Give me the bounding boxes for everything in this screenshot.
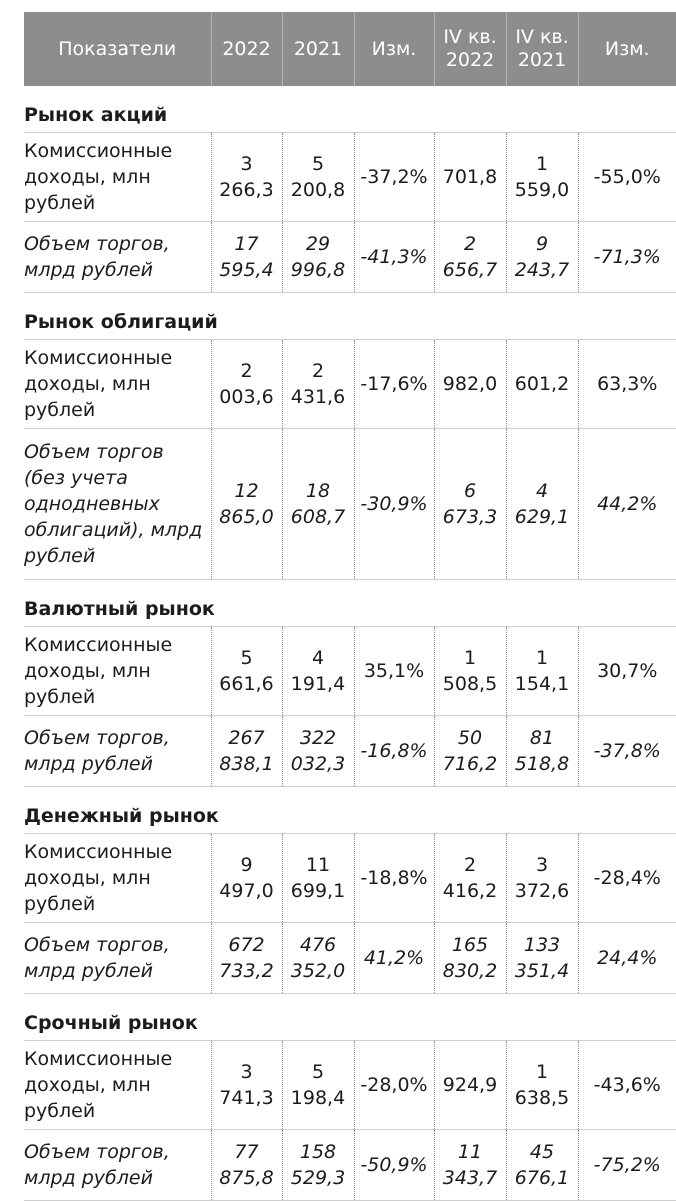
cell-2022: 672 733,2 (211, 923, 282, 994)
cell-q-change: -55,0% (578, 133, 676, 222)
section-title: Срочный рынок (24, 994, 676, 1041)
cell-q4-2021: 81 518,8 (506, 716, 578, 787)
cell-2021: 11 699,1 (282, 834, 354, 923)
header-q4-2021: IV кв. 2021 (506, 12, 578, 86)
cell-2021: 18 608,7 (282, 429, 354, 580)
cell-2022: 3 266,3 (211, 133, 282, 222)
results-table (24, 12, 676, 1201)
cell-2021: 29 996,8 (282, 222, 354, 293)
table-row (24, 1130, 676, 1201)
section-title: Денежный рынок (24, 787, 676, 834)
cell-2022: 2 003,6 (211, 340, 282, 429)
table-row (24, 340, 676, 429)
cell-q-change: 44,2% (578, 429, 676, 580)
cell-change: -28,0% (354, 1041, 434, 1130)
cell-change: -18,8% (354, 834, 434, 923)
section-row-stocks (24, 86, 676, 133)
section-row-derivatives (24, 994, 676, 1041)
table-row (24, 429, 676, 580)
cell-q4-2021: 9 243,7 (506, 222, 578, 293)
header-2021: 2021 (282, 12, 354, 86)
cell-change: -30,9% (354, 429, 434, 580)
cell-2021: 2 431,6 (282, 340, 354, 429)
header-change: Изм. (354, 12, 434, 86)
section-row-bonds (24, 293, 676, 340)
cell-q-change: -28,4% (578, 834, 676, 923)
row-label: Комиссионные доходы, млн рублей (24, 133, 211, 222)
row-label: Комиссионные доходы, млн рублей (24, 834, 211, 923)
cell-q4-2021: 133 351,4 (506, 923, 578, 994)
table-row (24, 716, 676, 787)
cell-q4-2022: 6 673,3 (434, 429, 506, 580)
cell-2022: 3 741,3 (211, 1041, 282, 1130)
cell-change: -16,8% (354, 716, 434, 787)
section-title: Валютный рынок (24, 580, 676, 627)
cell-q-change: -71,3% (578, 222, 676, 293)
cell-2022: 267 838,1 (211, 716, 282, 787)
cell-2022: 77 875,8 (211, 1130, 282, 1201)
cell-2021: 322 032,3 (282, 716, 354, 787)
section-title: Рынок облигаций (24, 293, 676, 340)
cell-2021: 476 352,0 (282, 923, 354, 994)
row-label: Объем торгов, млрд рублей (24, 923, 211, 994)
cell-q-change: 24,4% (578, 923, 676, 994)
header-q-change: Изм. (578, 12, 676, 86)
cell-q-change: -37,8% (578, 716, 676, 787)
cell-q4-2022: 165 830,2 (434, 923, 506, 994)
cell-q4-2022: 11 343,7 (434, 1130, 506, 1201)
row-label: Комиссионные доходы, млн рублей (24, 1041, 211, 1130)
cell-2022: 9 497,0 (211, 834, 282, 923)
table-body (24, 86, 676, 1201)
cell-2021: 5 200,8 (282, 133, 354, 222)
cell-q4-2021: 601,2 (506, 340, 578, 429)
cell-2021: 4 191,4 (282, 627, 354, 716)
table-row (24, 133, 676, 222)
cell-q4-2022: 2 416,2 (434, 834, 506, 923)
cell-q-change: -43,6% (578, 1041, 676, 1130)
cell-2022: 5 661,6 (211, 627, 282, 716)
cell-change: -17,6% (354, 340, 434, 429)
header-2022: 2022 (211, 12, 282, 86)
row-label: Комиссионные доходы, млн рублей (24, 627, 211, 716)
cell-q4-2021: 45 676,1 (506, 1130, 578, 1201)
row-label: Комиссионные доходы, млн рублей (24, 340, 211, 429)
cell-q4-2022: 2 656,7 (434, 222, 506, 293)
table-header (24, 12, 676, 86)
table-row (24, 923, 676, 994)
cell-q4-2021: 4 629,1 (506, 429, 578, 580)
cell-q4-2021: 3 372,6 (506, 834, 578, 923)
cell-2022: 12 865,0 (211, 429, 282, 580)
cell-q4-2022: 982,0 (434, 340, 506, 429)
cell-q4-2022: 1 508,5 (434, 627, 506, 716)
cell-2021: 158 529,3 (282, 1130, 354, 1201)
cell-change: -41,3% (354, 222, 434, 293)
cell-q4-2021: 1 154,1 (506, 627, 578, 716)
header-indicators: Показатели (24, 12, 211, 86)
header-q4-2022: IV кв. 2022 (434, 12, 506, 86)
cell-q4-2022: 50 716,2 (434, 716, 506, 787)
header-row (24, 12, 676, 86)
cell-change: 41,2% (354, 923, 434, 994)
table-container (24, 12, 676, 1201)
table-row (24, 1041, 676, 1130)
row-label: Объем торгов, млрд рублей (24, 222, 211, 293)
row-label: Объем торгов, млрд рублей (24, 716, 211, 787)
section-row-money (24, 787, 676, 834)
row-label: Объем торгов (без учета однодневных облигаций), млрд рублей (24, 429, 211, 580)
table-row (24, 222, 676, 293)
cell-change: 35,1% (354, 627, 434, 716)
cell-q-change: 30,7% (578, 627, 676, 716)
section-row-fx (24, 580, 676, 627)
row-label: Объем торгов, млрд рублей (24, 1130, 211, 1201)
cell-q4-2021: 1 638,5 (506, 1041, 578, 1130)
cell-q4-2022: 701,8 (434, 133, 506, 222)
cell-q4-2022: 924,9 (434, 1041, 506, 1130)
table-row (24, 627, 676, 716)
cell-2022: 17 595,4 (211, 222, 282, 293)
cell-q4-2021: 1 559,0 (506, 133, 578, 222)
table-row (24, 834, 676, 923)
cell-2021: 5 198,4 (282, 1041, 354, 1130)
cell-q-change: -75,2% (578, 1130, 676, 1201)
cell-change: -50,9% (354, 1130, 434, 1201)
cell-q-change: 63,3% (578, 340, 676, 429)
cell-change: -37,2% (354, 133, 434, 222)
section-title: Рынок акций (24, 86, 676, 133)
